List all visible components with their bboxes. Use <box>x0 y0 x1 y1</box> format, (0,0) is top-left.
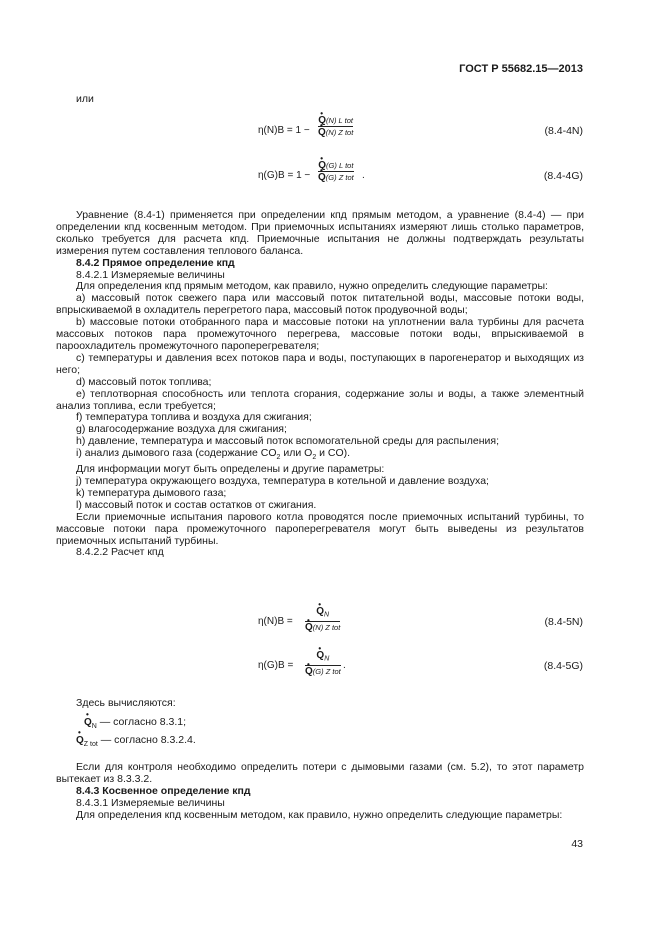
definition-item: • $Q_N$ — согласно 8.3.1; <box>84 716 186 730</box>
text-block-indirect-method <box>56 762 584 822</box>
equation-number: (8.4-4N) <box>544 125 583 137</box>
equation-lhs: η(G)B = 1 − <box>258 170 311 181</box>
standard-code-header: ГОСТ Р 55682.15—2013 <box>459 63 583 75</box>
fraction-numerator: • Q(N) L tot <box>318 115 353 126</box>
page-number: 43 <box>571 838 583 850</box>
equation-fraction <box>305 606 340 633</box>
list-item: е) теплотворная способность или теплота сгорания, содержание золы и воды, а также элементный анализ топлива, если требуется; <box>56 387 584 412</box>
list-item: h) давление, температура и массовый поток вспомогательной среды для распыления; <box>76 435 500 448</box>
q-dot-symbol: • Q <box>316 650 324 661</box>
list-item: g) влагосодержание воздуха для сжигания; <box>76 423 287 436</box>
paragraph: Для определения кпд косвенным методом, как правило, нужно определить следующие параметры: <box>76 808 563 821</box>
fraction-denominator: • Q(G) Z tot <box>305 666 341 677</box>
equation-number: (8.4-5G) <box>543 660 583 672</box>
q-dot-symbol: • Q <box>316 606 324 617</box>
paragraph: Уравнение (8.4-1) применяется при определении кпд прямым методом, а уравнение (8.4-4) — при определении кпд косвенным методом. При приемочных испытаниях измеряют лишь столько параметров, сколько требуется для расчета кпд. Приемочные испытания не должны подтверждать результаты измерения путем составления теплового баланса. <box>56 209 584 257</box>
paragraph: Для информации могут быть определены и другие параметры: <box>76 463 385 476</box>
equation-lhs: η(N)B = <box>258 616 293 627</box>
fraction-numerator: • $Q_N$ <box>316 650 329 665</box>
q-dot-symbol: • Q <box>318 160 326 171</box>
subsection-heading-8-4-2-2: 8.4.2.2 Расчет кпд <box>76 546 164 559</box>
equation-8-4-5g <box>0 648 661 688</box>
equation-number: (8.4-4G) <box>543 170 583 182</box>
equation-8-4-4n <box>0 113 661 153</box>
q-dot-symbol: • Q <box>305 666 313 677</box>
equation-number: (8.4-5N) <box>544 616 583 628</box>
equation-fraction <box>305 650 341 677</box>
list-item: k) температура дымового газа; <box>76 486 227 499</box>
fraction-denominator: • Q(N) Z tot <box>318 127 353 138</box>
fraction-denominator: • Q(N) Z tot <box>305 622 340 633</box>
list-item: i) анализ дымового газа (содержание $CO_2$ или $O_2$ и CO). <box>76 447 351 462</box>
section-heading-8-4-2: 8.4.2 Прямое определение кпд <box>76 256 235 269</box>
list-item: с) температуры и давления всех потоков пара и воды, поступающих в парогенератор и выходящих из него; <box>56 351 584 376</box>
q-dot-symbol: • Q <box>318 172 326 183</box>
list-item: d) массовый поток топлива; <box>76 375 212 388</box>
subsection-heading-8-4-2-1: 8.4.2.1 Измеряемые величины <box>76 268 225 281</box>
equation-lhs: η(G)B = <box>258 660 294 671</box>
equation-trailing-dot: . <box>362 170 365 181</box>
subsection-heading-8-4-3-1: 8.4.3.1 Измеряемые величины <box>76 796 225 809</box>
equation-lhs: η(N)B = 1 − <box>258 125 310 136</box>
fraction-numerator: • $Q_N$ <box>316 606 329 621</box>
fraction-denominator: • Q(G) Z tot <box>318 172 354 183</box>
list-item: f) температура топлива и воздуха для сжигания; <box>76 411 312 424</box>
equation-8-4-4g <box>0 158 661 198</box>
section-heading-8-4-3: 8.4.3 Косвенное определение кпд <box>76 784 251 797</box>
list-item: b) массовые потоки отобранного пара и массовые потоки на уплотнении вала турбины для расчета массовых потоков пара промежуточного перегрева, массовые потоки воды, впрыскиваемой в пароохладитель промежуточного пароперегревателя; <box>56 316 584 352</box>
paragraph: Для определения кпд прямым методом, как правило, нужно определить следующие параметры: <box>76 280 548 293</box>
equation-fraction <box>318 115 353 138</box>
paragraph: Если приемочные испытания парового котла проводятся после приемочных испытаний турбины, то массовые потоки пара промежуточного пароперегревателя могут быть выведены из результатов приемочных испытаний турбины. <box>56 510 584 547</box>
q-dot-symbol: • Q <box>305 622 313 633</box>
equation-fraction <box>318 160 354 183</box>
q-dot-symbol: • Q <box>318 115 326 126</box>
list-item: а) массовый поток свежего пара или массовый поток питательной воды, массовые потоки воды, впрыскиваемой в охладитель перегретого пара, массовый поток продувочной воды; <box>56 292 584 317</box>
equation-8-4-5n <box>0 604 661 644</box>
definition-item: • $Q_{Z tot}$ — согласно 8.3.2.4. <box>76 734 196 748</box>
text-block-direct-method <box>56 210 584 559</box>
fraction-numerator: • Q(G) L tot <box>318 160 353 171</box>
paragraph: Если для контроля необходимо определить потери с дымовыми газами (см. 5.2), то этот параметр вытекает из 8.3.3.2. <box>56 761 584 785</box>
here-computed-label: Здесь вычисляются: <box>76 697 176 709</box>
equation-trailing-dot: . <box>343 660 346 671</box>
connector-word: или <box>76 93 94 105</box>
q-dot-symbol: • Q <box>84 717 92 728</box>
list-item: j) температура окружающего воздуха, температура в котельной и давление воздуха; <box>76 475 489 488</box>
q-dot-symbol: • Q <box>318 127 326 138</box>
list-item: l) массовый поток и состав остатков от сжигания. <box>76 498 317 511</box>
q-dot-symbol: • Q <box>76 735 84 746</box>
